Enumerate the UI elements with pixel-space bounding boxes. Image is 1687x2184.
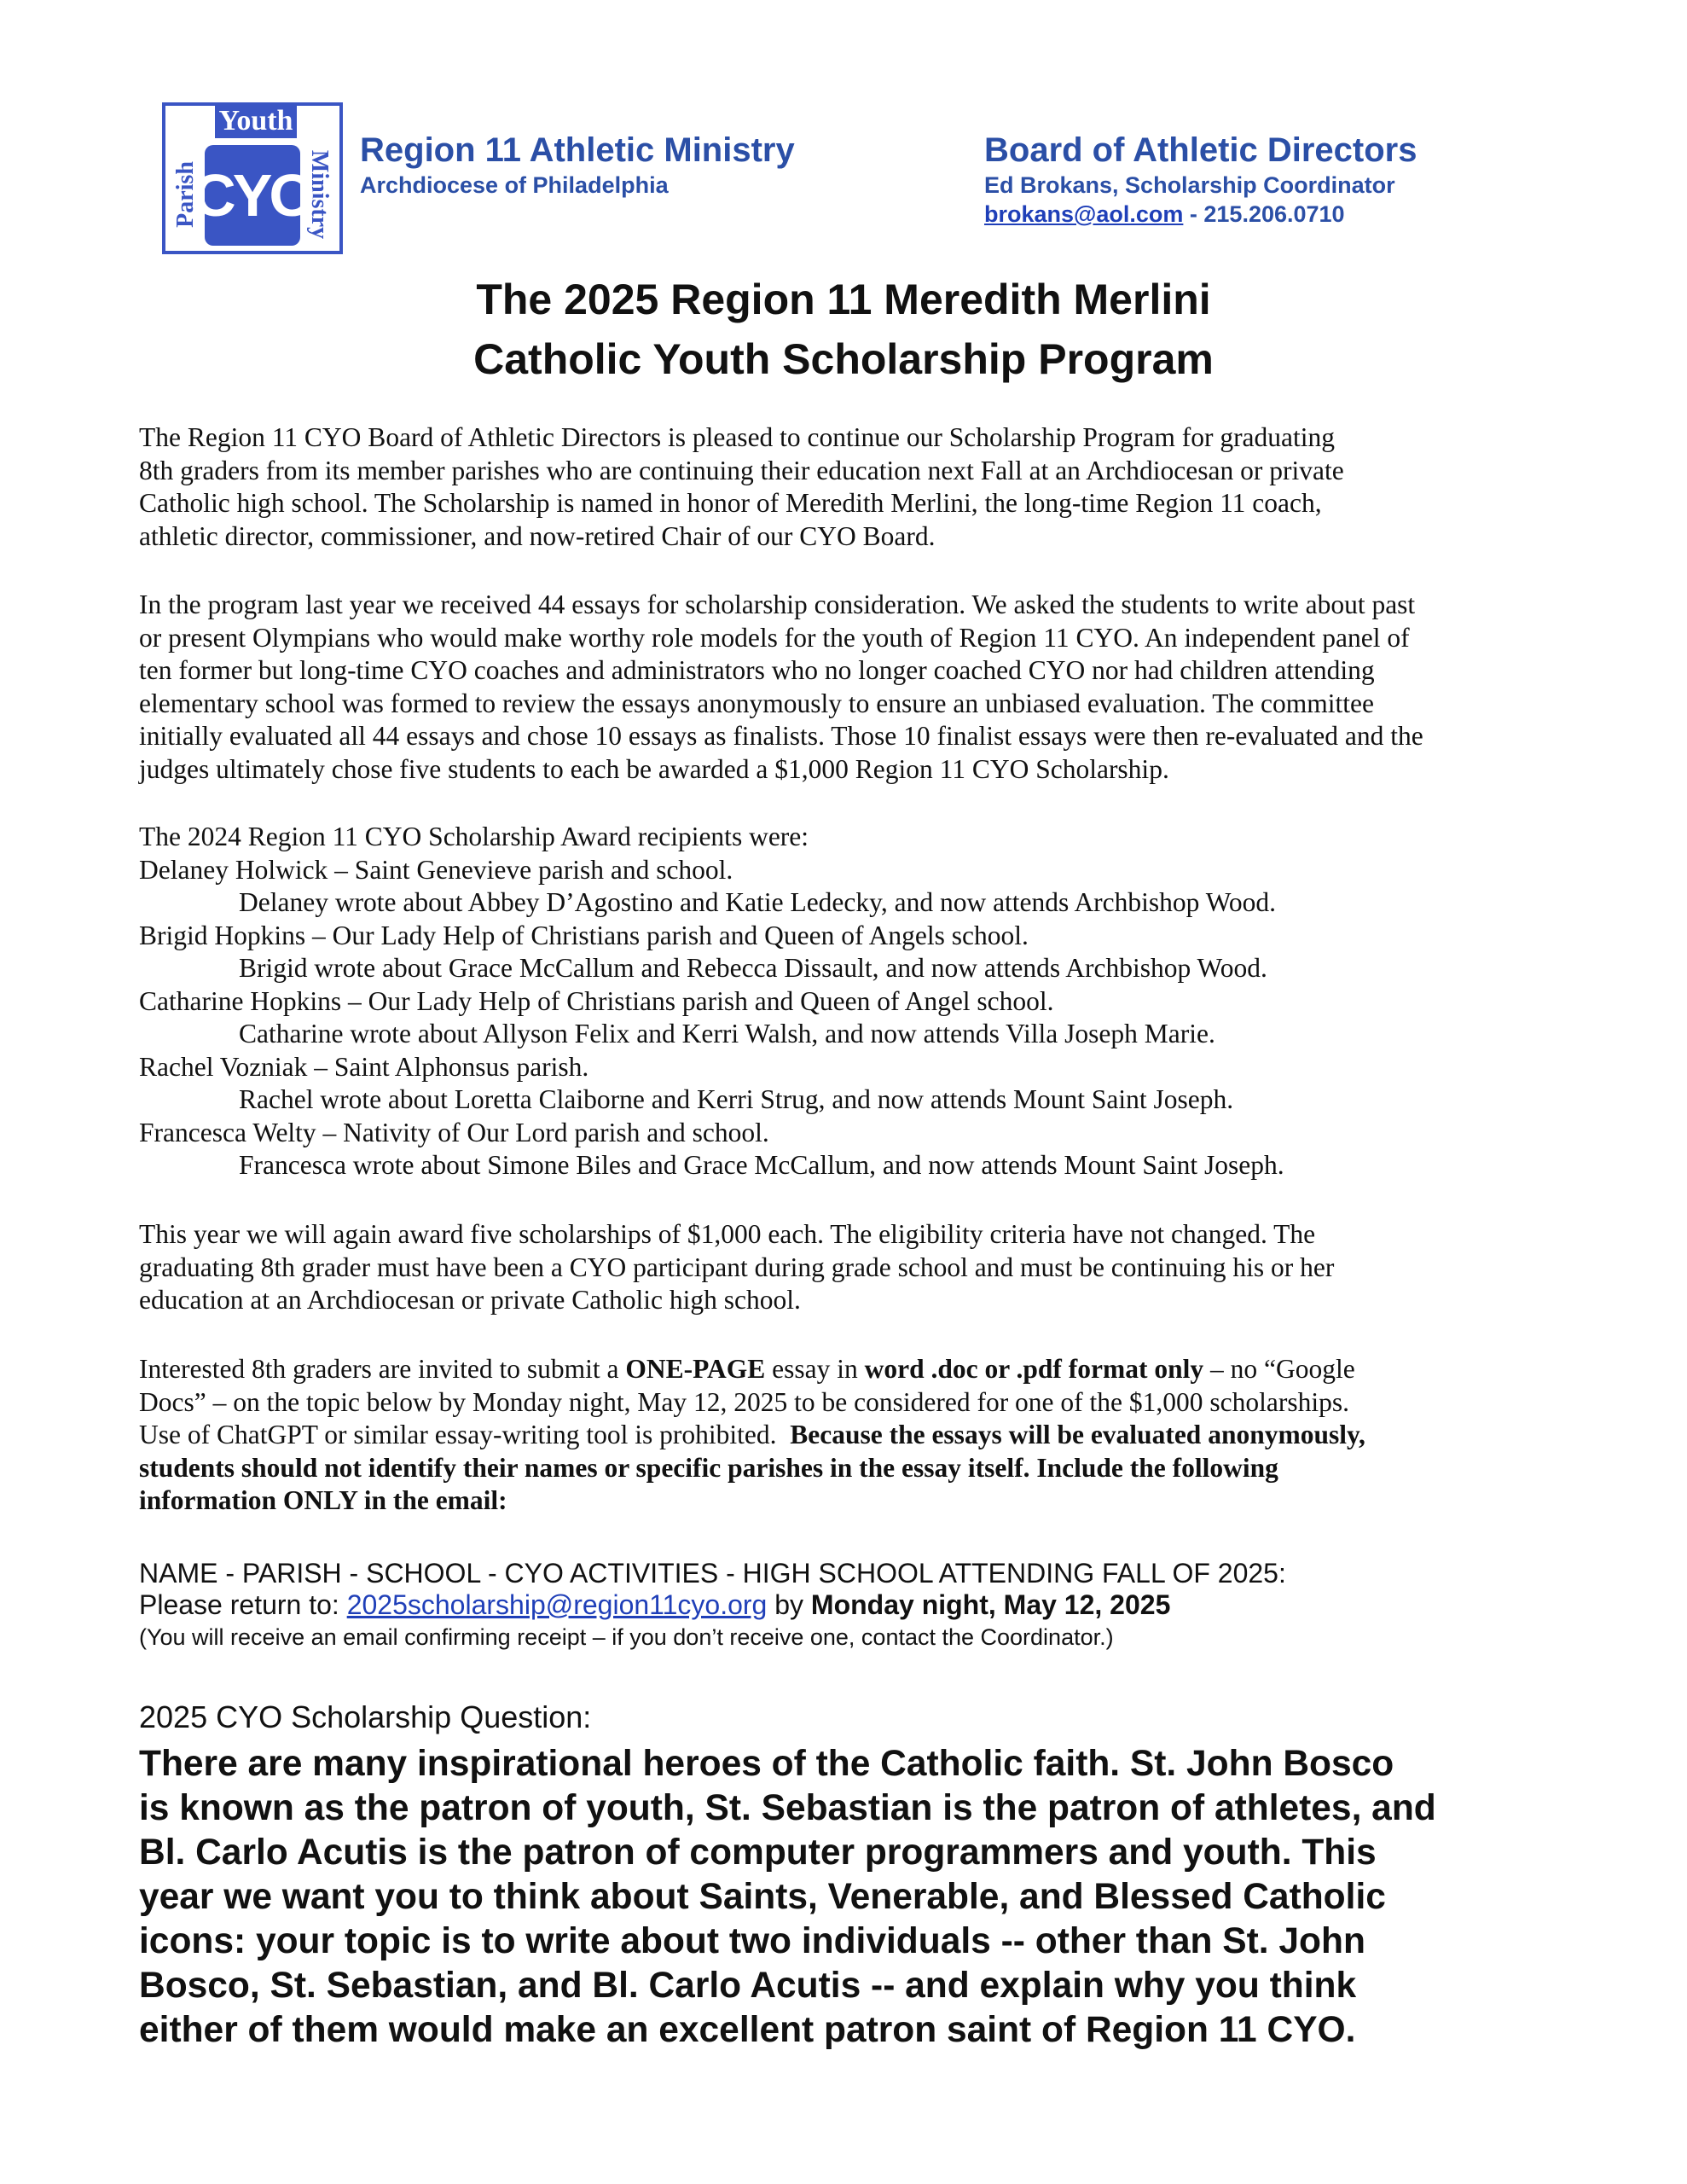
question-line: There are many inspirational heroes of the Catholic faith. St. John Bosco: [139, 1744, 1394, 1784]
recipient-name: Rachel Vozniak – Saint Alphonsus parish.: [139, 1051, 589, 1082]
this-year-paragraph: [139, 1218, 1555, 1317]
submission-text: – no “Google: [1203, 1354, 1355, 1384]
recipient-detail: Delaney wrote about Abbey D’Agostino and Katie Ledecky, and now attends Archbishop Wood.: [239, 887, 1277, 917]
anonymity-emphasis: Because the essays will be evaluated anonymously,: [790, 1420, 1365, 1449]
coordinator-contact: [984, 200, 1417, 229]
question-line: Bl. Carlo Acutis is the patron of computer programmers and youth. This: [139, 1833, 1377, 1873]
logo-right-text: Ministry: [306, 149, 333, 240]
recipient-detail: Catharine wrote about Allyson Felix and Kerri Walsh, and now attends Villa Joseph Marie.: [239, 1019, 1215, 1048]
logo-top-text: Youth: [215, 104, 297, 138]
this-year-line: This year we will again award five scholarships of $1,000 each. The eligibility criteria have not changed. The: [139, 1219, 1316, 1249]
submission-line-1: [139, 1353, 1555, 1386]
last-year-line: judges ultimately chose five students to each be awarded a $1,000 Region 11 CYO Scholarship.: [139, 753, 1169, 784]
intro-paragraph: [139, 421, 1555, 553]
submission-text: Interested 8th graders are invited to submit a: [139, 1354, 626, 1384]
recipient-detail: Brigid wrote about Grace McCallum and Rebecca Dissault, and now attends Archbishop Wood.: [239, 953, 1267, 983]
scholarship-question: [139, 1742, 1606, 2053]
archdiocese-subtitle: Archdiocese of Philadelphia: [360, 172, 669, 198]
this-year-line: education at an Archdiocesan or private Catholic high school.: [139, 1285, 801, 1315]
question-label: 2025 CYO Scholarship Question:: [139, 1699, 592, 1734]
submission-paragraph: [139, 1353, 1555, 1518]
last-year-paragraph: [139, 589, 1555, 786]
submission-line-3: [139, 1419, 1555, 1452]
last-year-line: ten former but long-time CYO coaches and administrators who no longer coached CYO nor had children attending: [139, 655, 1375, 685]
logo-center-text: CYO: [205, 145, 300, 246]
page-title: [0, 270, 1687, 389]
receipt-note: (You will receive an email confirming receipt – if you don’t receive one, contact the Coordinator.): [139, 1624, 1114, 1650]
contact-block: [139, 1558, 1589, 1653]
question-line: icons: your topic is to write about two individuals -- other than St. John: [139, 1921, 1365, 1961]
intro-line: The Region 11 CYO Board of Athletic Directors is pleased to continue our Scholarship Program for graduating: [139, 422, 1336, 452]
submission-text: essay in: [765, 1354, 865, 1384]
last-year-line: In the program last year we received 44 essays for scholarship consideration. We asked the students to write about past: [139, 590, 1416, 619]
header-left: [360, 130, 795, 200]
recipient-name: Francesca Welty – Nativity of Our Lord parish and school.: [139, 1117, 769, 1147]
intro-line: athletic director, commissioner, and now-retired Chair of our CYO Board.: [139, 520, 936, 551]
coordinator-phone: 215.206.0710: [1203, 201, 1345, 227]
intro-line: 8th graders from its member parishes who are continuing their education next Fall at an Archdiocesan or private: [139, 455, 1344, 485]
last-year-line: initially evaluated all 44 essays and chose 10 essays as finalists. Those 10 finalist essays were then re-evaluated and the: [139, 721, 1423, 751]
submission-line-2: Docs” – on the topic below by Monday night, May 12, 2025 to be considered for one of the $1,000 scholarships.: [139, 1386, 1349, 1417]
submission-line-4: [139, 1452, 1555, 1485]
recipients-list: [139, 821, 1555, 1182]
format-emphasis: word .doc or .pdf format only: [864, 1354, 1204, 1384]
deadline: Monday night, May 12, 2025: [810, 1589, 1171, 1620]
recipient-name: Catharine Hopkins – Our Lady Help of Christians parish and Queen of Angel school.: [139, 985, 1054, 1016]
one-page-emphasis: ONE-PAGE: [625, 1354, 766, 1384]
cyo-logo: [162, 102, 343, 254]
return-line: [139, 1589, 1589, 1621]
this-year-line: graduating 8th grader must have been a CYO participant during grade school and must be continuing his or her: [139, 1252, 1335, 1282]
last-year-line: elementary school was formed to review the essays anonymously to ensure an unbiased evaluation. The committee: [139, 688, 1375, 718]
board-title: Board of Athletic Directors: [984, 131, 1417, 169]
question-line: is known as the patron of youth, St. Sebastian is the patron of athletes, and: [139, 1788, 1436, 1828]
recipients-heading: The 2024 Region 11 CYO Scholarship Award recipients were:: [139, 822, 809, 851]
contact-separator: -: [1183, 201, 1204, 227]
last-year-line: or present Olympians who would make worthy role models for the youth of Region 11 CYO. An independent panel of: [139, 622, 1410, 653]
recipient-name: Delaney Holwick – Saint Genevieve parish and school.: [139, 854, 733, 885]
coordinator-name: Ed Brokans, Scholarship Coordinator: [984, 172, 1395, 198]
required-fields: NAME - PARISH - SCHOOL - CYO ACTIVITIES - HIGH SCHOOL ATTENDING FALL OF 2025:: [139, 1558, 1286, 1589]
header-right: [984, 130, 1417, 229]
coordinator-email-link[interactable]: brokans@aol.com: [984, 201, 1184, 227]
return-label: Please return to:: [139, 1589, 347, 1620]
ministry-title: Region 11 Athletic Ministry: [360, 131, 795, 169]
title-line-1: The 2025 Region 11 Meredith Merlini: [476, 276, 1211, 323]
intro-line: Catholic high school. The Scholarship is named in honor of Meredith Merlini, the long-time Region 11 coach,: [139, 488, 1322, 518]
recipient-detail: Francesca wrote about Simone Biles and Grace McCallum, and now attends Mount Saint Joseph.: [239, 1150, 1284, 1180]
anonymity-emphasis: students should not identify their names or specific parishes in the essay itself. Include the following: [139, 1452, 1278, 1483]
question-line: year we want you to think about Saints, Venerable, and Blessed Catholic: [139, 1877, 1386, 1917]
submission-email-link[interactable]: 2025scholarship@region11cyo.org: [346, 1589, 768, 1620]
submission-text: Use of ChatGPT or similar essay-writing tool is prohibited.: [139, 1420, 791, 1449]
logo-left-text: Parish: [172, 161, 199, 228]
submission-line-5: [139, 1484, 1555, 1518]
by-text: by: [767, 1589, 811, 1620]
question-line: Bosco, St. Sebastian, and Bl. Carlo Acutis -- and explain why you think: [139, 1966, 1357, 2006]
anonymity-emphasis: information ONLY in the email:: [139, 1485, 507, 1515]
question-line: either of them would make an excellent patron saint of Region 11 CYO.: [139, 2010, 1356, 2050]
recipient-detail: Rachel wrote about Loretta Claiborne and Kerri Strug, and now attends Mount Saint Joseph.: [239, 1084, 1234, 1114]
recipient-name: Brigid Hopkins – Our Lady Help of Christians parish and Queen of Angels school.: [139, 920, 1029, 950]
title-line-2: Catholic Youth Scholarship Program: [473, 335, 1214, 383]
